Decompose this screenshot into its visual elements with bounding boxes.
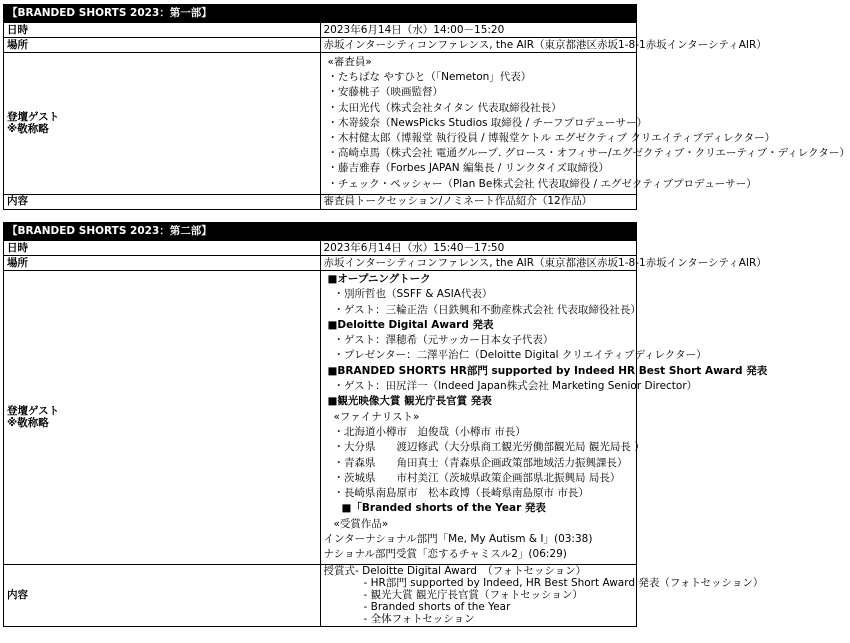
guest-line: ・茨城県 市村美江（茨城県政策企画部県北振興局 局長）	[333, 471, 621, 484]
part1-date-label: 日時	[4, 23, 321, 38]
guest-line: ナショナル部門受賞「恋するチャミスル2」(06:29)	[323, 548, 567, 561]
guest-line: ・安藤桃子（映画監督）	[327, 86, 443, 99]
guest-line: ・大分県 渡辺修武（大分県商工観光労働部観光局 観光局長 ）	[333, 441, 645, 454]
part1-guests-list	[320, 53, 850, 195]
part1-date-value: 2023年6月14日（水）14:00－15:20	[320, 23, 637, 38]
part2-content-label: 内容	[4, 564, 321, 626]
content-line: - Branded shorts of the Year	[363, 601, 511, 614]
section-heading: ■オープニングトーク	[327, 273, 431, 285]
guest-line: «審査員»	[327, 56, 372, 68]
guest-line: インターナショナル部門「Me, My Autism & I」(03:38)	[323, 533, 593, 546]
content-line: - 観光大賞 観光庁長官賞（フォトセッション）	[363, 589, 583, 602]
guest-line: ・藤吉雅春（Forbes JAPAN 編集長 / リンクタイズ取締役）	[327, 162, 609, 175]
guest-line: ・たちばな やすひと（「Nemeton」代表）	[327, 71, 532, 84]
section-heading: ■Deloitte Digital Award 発表	[327, 318, 494, 331]
part2-header: 【BRANDED SHORTS 2023：第二部】	[4, 223, 637, 241]
guest-line: ・別所哲也（SSFF & ASIA代表）	[333, 288, 493, 301]
part2-table	[3, 222, 768, 627]
guests-label-line1: 登壇ゲスト	[7, 404, 60, 417]
guest-line: ・北海道小樽市 迫俊哉（小樽市 市長）	[333, 425, 526, 438]
guest-line: ・木嵜綾奈（NewsPicks Studios 取締役 / チーフプロデューサー）	[327, 116, 648, 129]
content-line: - 全体フォトセッション	[363, 613, 475, 626]
part1-header: 【BRANDED SHORTS 2023：第一部】	[4, 5, 637, 23]
part2-date-label: 日時	[4, 241, 321, 256]
guest-line: ・プレゼンター：二澤平治仁（Deloitte Digital クリエイティブディレクター）	[333, 349, 707, 362]
content-line: - HR部門 supported by Indeed, HR Best Short Award 発表（フォトセッション）	[363, 576, 764, 589]
part2-venue-label: 場所	[4, 256, 321, 271]
guest-line: «受賞作品»	[333, 517, 389, 530]
part2-date-value: 2023年6月14日（水）15:40－17:50	[320, 241, 637, 256]
part1-content-value: 審査員トークセッション/ノミネート作品紹介（12作品）	[320, 194, 637, 209]
guests-label-line1: 登壇ゲスト	[7, 110, 60, 123]
guest-line: «ファイナリスト»	[333, 410, 420, 423]
guest-line: ・木村健太郎（博報堂 執行役員 / 博報堂ケトル エグゼクティブ クリエイティブディレクター）	[327, 131, 776, 144]
part2-guests-list	[320, 271, 768, 565]
part2-guests-label	[4, 271, 321, 565]
part1-table	[3, 4, 850, 210]
guest-line: ・青森県 角田真士（青森県企画政策部地域活力振興課長）	[333, 456, 628, 469]
content-line: 授賞式- Deloitte Digital Award （フォトセッション）	[323, 564, 587, 577]
part1-guests-label	[4, 53, 321, 195]
part1-content-label: 内容	[4, 194, 321, 209]
guest-line: ・長崎県南島原市 松本政博（長崎県南島原市 市長）	[333, 487, 589, 500]
guests-label-line2: ※敬称略	[7, 417, 49, 430]
part2-content-list	[320, 564, 764, 626]
guest-line: ・ゲスト：澤穂希（元サッカー日本女子代表）	[333, 334, 554, 347]
part1-venue-label: 場所	[4, 38, 321, 53]
guest-line: ・太田光代（株式会社タイタン 代表取締役社長）	[327, 101, 562, 114]
guests-label-line2: ※敬称略	[7, 123, 49, 136]
section-heading: ■BRANDED SHORTS HR部門 supported by Indeed HR Best Short Award 発表	[327, 364, 768, 377]
guest-line: ・チェック・ペッシャー（Plan Be株式会社 代表取締役 / エグゼクティブプロデューサー）	[327, 177, 757, 190]
guest-line: ・ゲスト：田尻洋一（Indeed Japan株式会社 Marketing Senior Director）	[333, 380, 698, 393]
guest-line: ・高崎卓馬（株式会社 電通グループ. グロース・オフィサー/エグゼクティブ・クリエーティブ・ディレクター）	[327, 147, 850, 160]
section-heading: ■観光映像大賞 観光庁長官賞 発表	[327, 395, 492, 408]
section-heading: ■「Branded shorts of the Year 発表	[341, 502, 546, 515]
guest-line: ・ゲスト：三輪正浩（日鉄興和不動産株式会社 代表取締役社長）	[333, 303, 641, 316]
part1-venue-value: 赤坂インターシティコンファレンス, the AIR（東京都港区赤坂1-8-1赤坂インターシティAIR）	[320, 38, 637, 53]
part2-venue-value: 赤坂インターシティコンファレンス, the AIR（東京都港区赤坂1-8-1赤坂インターシティAIR）	[320, 256, 637, 271]
